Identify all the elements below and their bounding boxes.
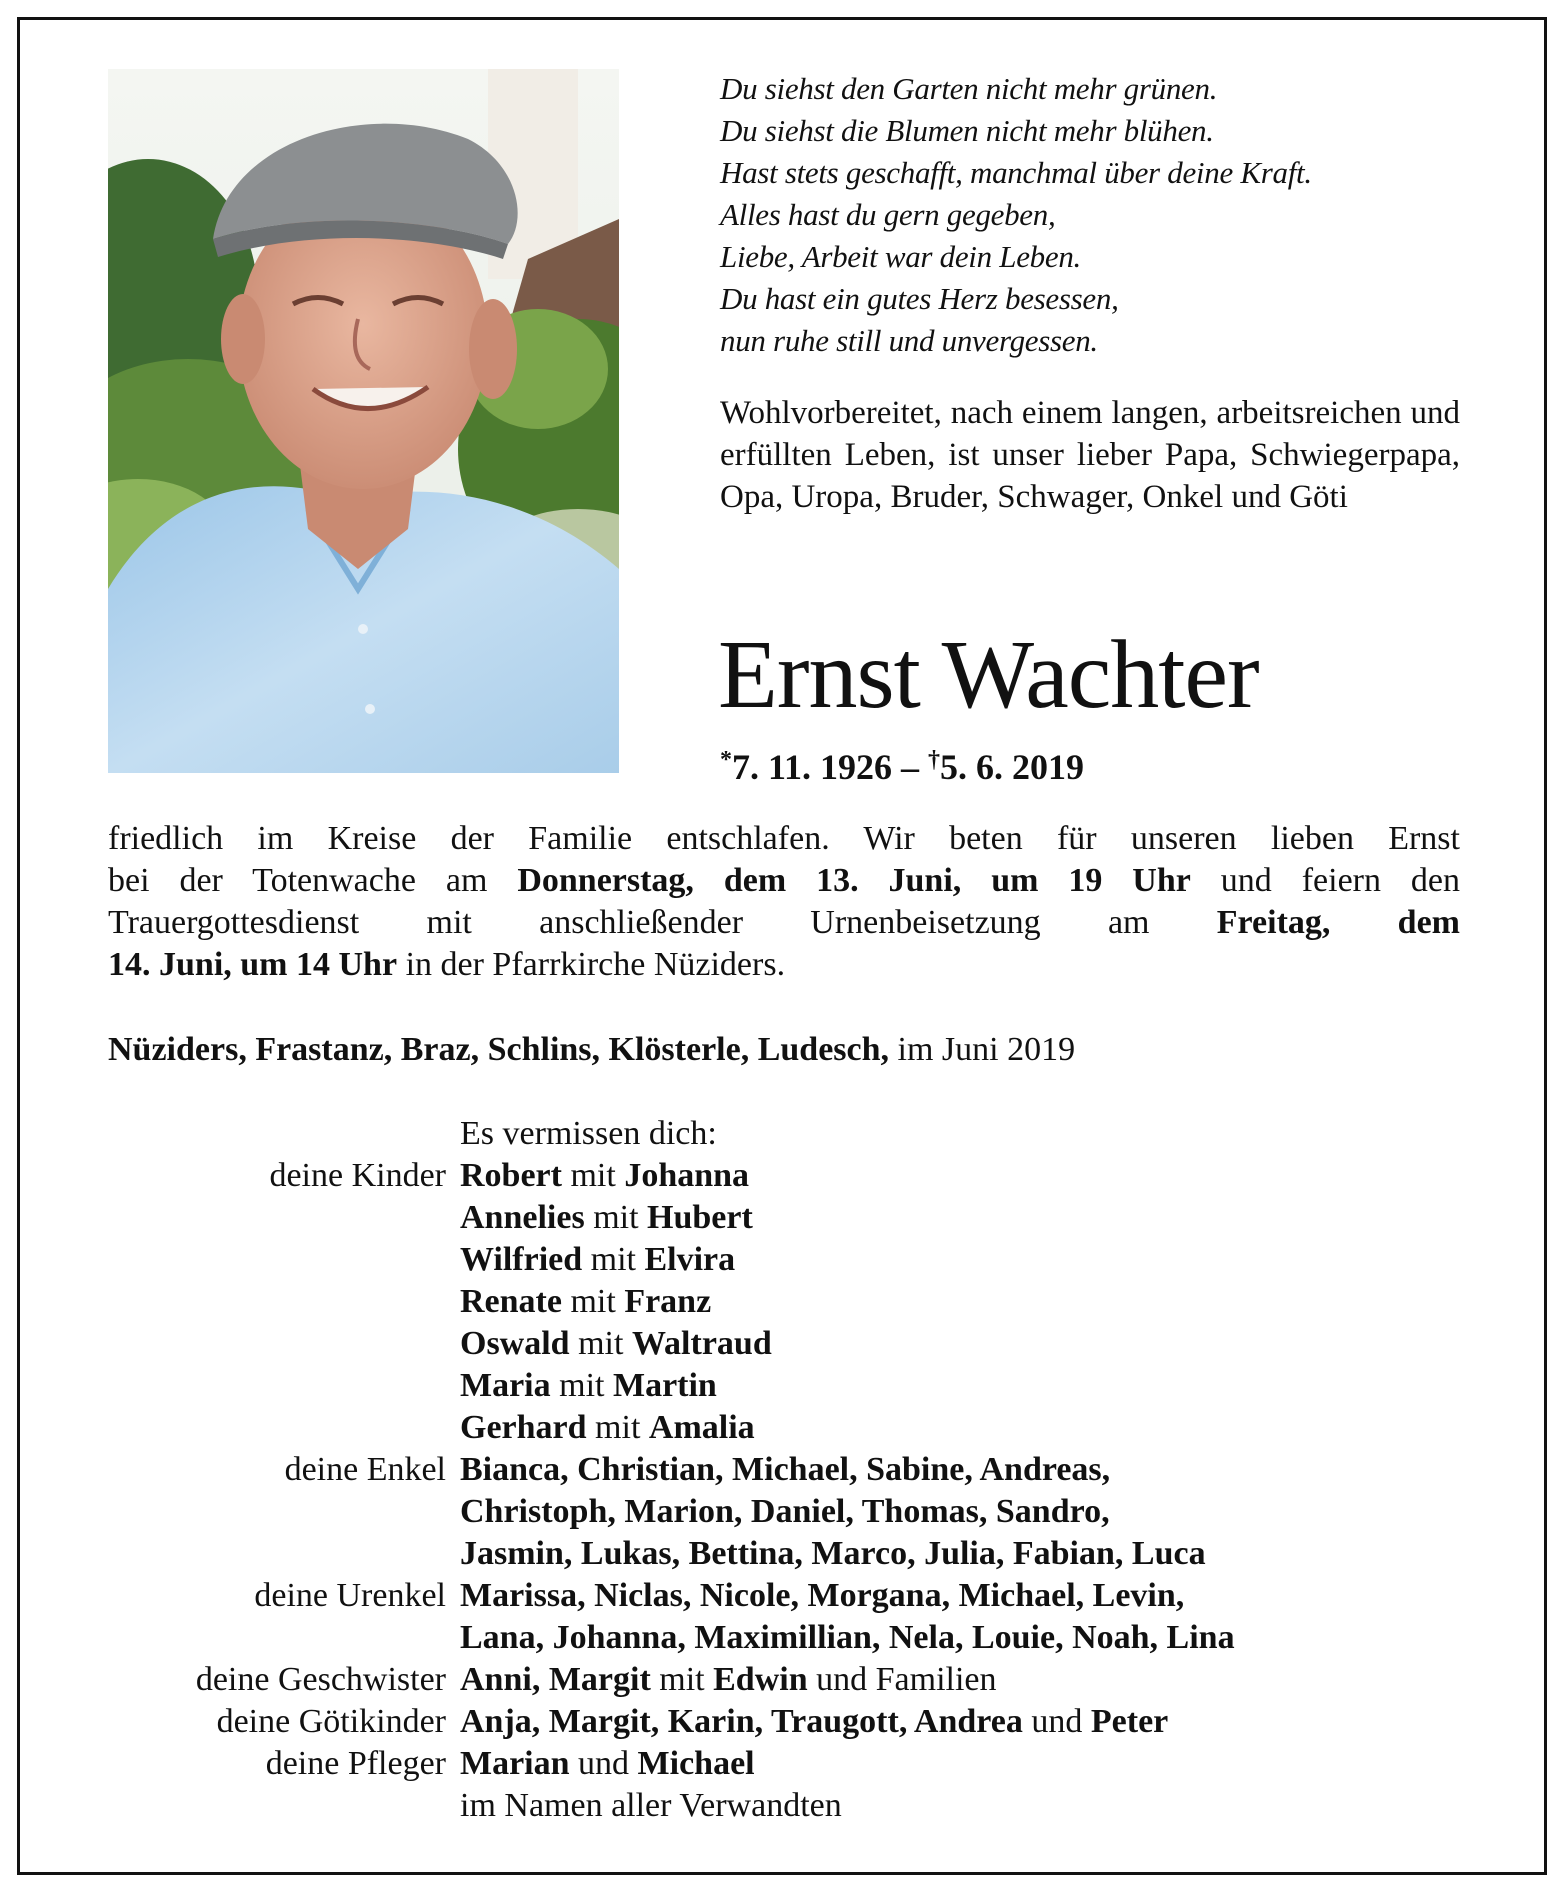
child-name: Oswald [460,1325,570,1362]
closing-line: im Namen aller Verwandten [460,1787,842,1824]
list-item [108,1281,1478,1323]
godchildren-names: Peter [1090,1703,1169,1740]
poem-line: Hast stets geschafft, manchmal über deine Kraft. [720,155,1312,190]
poem-line: nun ruhe still und unvergessen. [720,323,1098,358]
child-name: Gerhard [460,1409,587,1446]
child-name: Annelies [460,1199,585,1236]
list-item [108,1659,1478,1701]
list-item [108,1197,1478,1239]
intro-paragraph: Wohlvorbereitet, nach einem langen, arbeitsreichen und erfüllten Leben, ist unser lieber Papa, Schwiegerpapa, Opa, Uropa, Bruder, Schwager, Onkel und Göti [720,395,1460,515]
connector: mit [584,1199,648,1236]
partner-name: Hubert [647,1199,753,1236]
list-item [108,1239,1478,1281]
child-name: Maria [460,1367,551,1404]
service-date: Freitag, dem [1216,904,1460,941]
connector: mit [582,1241,645,1278]
partner-name: Martin [612,1367,717,1404]
partner-name: Waltraud [631,1325,772,1362]
partner-name: Franz [624,1283,712,1320]
list-item [108,1533,1478,1575]
funeral-line [108,902,1460,944]
poem-line: Du siehst den Garten nicht mehr grünen. [720,71,1218,106]
partner-name: Amalia [648,1409,755,1446]
funeral-line [108,944,1460,986]
birth-date: 7. 11. 1926 [732,747,893,787]
service-date: 14. Juni, um 14 Uhr [108,946,398,983]
funeral-text: bei der Totenwache am [108,862,518,899]
list-item [108,1155,1478,1197]
relation-label: deine Pfleger [265,1745,446,1782]
list-item [108,1701,1478,1743]
great-grandchildren-names: Marissa, Niclas, Nicole, Morgana, Michael, Levin, [460,1577,1185,1614]
list-item [108,1617,1478,1659]
connector: mit [561,1283,625,1320]
mourners-list [108,1113,1478,1827]
relation-label: deine Kinder [269,1157,446,1194]
poem-line: Alles hast du gern gegeben, [720,197,1056,232]
child-name: Robert [460,1157,562,1194]
life-dates [720,738,1084,789]
grandchildren-names: Jasmin, Lukas, Bettina, Marco, Julia, Fabian, Luca [460,1535,1206,1572]
funeral-text: und feiern den [1190,862,1460,899]
child-name: Wilfried [460,1241,583,1278]
funeral-text: Trauergottesdienst mit anschließender Urnenbeisetzung am [108,904,1217,941]
death-date: 5. 6. 2019 [940,747,1085,787]
connector: mit [561,1157,625,1194]
connector: und Familien [807,1661,997,1698]
partner-name: Johanna [624,1157,750,1194]
list-item [108,1743,1478,1785]
connector: mit [569,1325,632,1362]
places-date: im Juni 2019 [889,1031,1076,1068]
child-name: Renate [460,1283,562,1320]
funeral-line [108,860,1460,902]
connector: mit [586,1409,649,1446]
funeral-info [108,818,1460,986]
caregiver-name: Marian [460,1745,570,1782]
connector: und [1022,1703,1091,1740]
portrait-photo [108,69,619,773]
deceased-name: Ernst Wachter [718,621,1259,729]
relation-label: deine Urenkel [254,1577,446,1614]
caregiver-name: Michael [637,1745,755,1782]
list-item [108,1323,1478,1365]
poem-line: Du hast ein gutes Herz besessen, [720,281,1119,316]
list-item [108,1491,1478,1533]
sibling-names: Anni, Margit [460,1661,651,1698]
relation-label: deine Enkel [284,1451,446,1488]
poem-line: Du siehst die Blumen nicht mehr blühen. [720,113,1214,148]
relation-label: deine Götikinder [216,1703,446,1740]
great-grandchildren-names: Lana, Johanna, Maximillian, Nela, Louie, Noah, Lina [460,1619,1235,1656]
list-item [108,1407,1478,1449]
relation-label: deine Geschwister [195,1661,446,1698]
death-symbol: † [928,747,941,773]
connector: mit [550,1367,613,1404]
funeral-text: friedlich im Kreise der Familie entschlafen. Wir beten für unseren lieben Ernst [108,820,1460,857]
grandchildren-names: Christoph, Marion, Daniel, Thomas, Sandro, [460,1493,1110,1530]
funeral-line [108,818,1460,860]
partner-name: Edwin [713,1661,808,1698]
connector: und [569,1745,638,1782]
date-dash: – [892,747,929,787]
partner-name: Elvira [644,1241,736,1278]
places-names: Nüziders, Frastanz, Braz, Schlins, Klösterle, Ludesch, [108,1031,890,1068]
connector: mit [650,1661,714,1698]
places-line [108,1029,1075,1071]
grandchildren-names: Bianca, Christian, Michael, Sabine, Andreas, [460,1451,1111,1488]
wake-date: Donnerstag, dem 13. Juni, um 19 Uhr [517,862,1191,899]
poem-line: Liebe, Arbeit war dein Leben. [720,239,1081,274]
godchildren-names: Anja, Margit, Karin, Traugott, Andrea [460,1703,1023,1740]
list-item [108,1365,1478,1407]
funeral-text: in der Pfarrkirche Nüziders. [397,946,786,983]
list-item [108,1575,1478,1617]
poem [720,68,1480,362]
mourners-heading: Es vermissen dich: [460,1115,717,1152]
birth-symbol: * [720,747,732,773]
list-item [108,1449,1478,1491]
